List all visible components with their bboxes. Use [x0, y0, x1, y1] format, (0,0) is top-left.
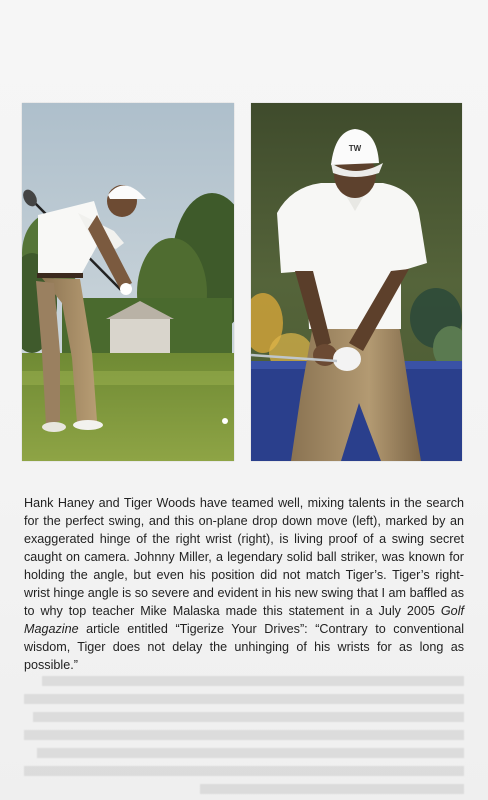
photo-caption [24, 494, 464, 675]
golfer-backswing-photo [22, 103, 234, 461]
caption-text-part1: Hank Haney and Tiger Woods have teamed well, mixing talents in the search for the perfect swing, and this on-plane drop down move (left), marked by an exaggerated hinge of the right wrist (right), is living proof of a swing secret caught on camera. Johnny Miller, a legendary solid ball striker, was known for holding the angle, but even his position did not match Tiger’s. Tiger’s right-wrist hinge angle is so severe and evident in his new swing that I am baffled as to why top teacher Mike Malaska made this statement in a July 2005 [24, 495, 464, 619]
cap-logo: TW [348, 144, 362, 153]
golfer-downswing-image [251, 103, 462, 461]
golfer-downswing-photo [251, 103, 462, 461]
golfer-backswing-image [22, 103, 234, 461]
caption-text-part2: article entitled “Tigerize Your Drives”: “Contrary to conventional wisdom, Tiger does not delay the unhinging of his wrists for as long as possible.” [24, 622, 464, 673]
magazine-title: Golf Magazine [24, 604, 464, 637]
reverse-page-show-through [24, 664, 464, 800]
